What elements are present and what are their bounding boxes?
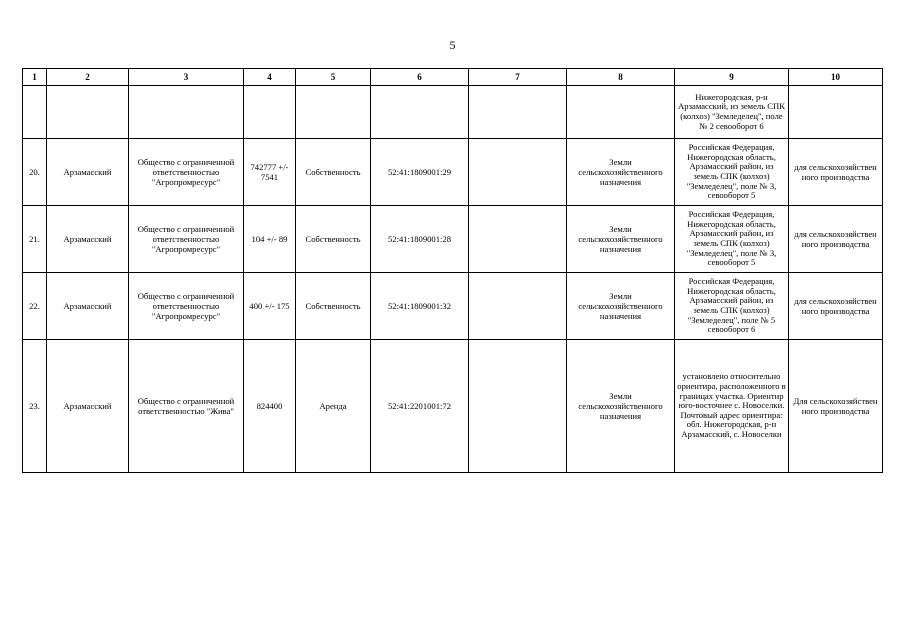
land-category-cell	[567, 86, 675, 139]
owner-cell: Общество с ограниченной ответственностью "Жива"	[129, 340, 244, 473]
empty-cell	[469, 139, 567, 206]
header-col-2: 2	[47, 69, 129, 86]
row-number: 22.	[23, 273, 47, 340]
permitted-use-cell: для сельскохозяйствен ного производства	[789, 139, 883, 206]
header-col-9: 9	[675, 69, 789, 86]
right-type-cell	[296, 86, 371, 139]
owner-cell: Общество с ограниченной ответственностью "Агропромресурс"	[129, 139, 244, 206]
owner-cell: Общество с ограниченной ответственностью "Агропромресурс"	[129, 273, 244, 340]
empty-cell	[469, 86, 567, 139]
area-cell: 824400	[244, 340, 296, 473]
permitted-use-cell: Для сельскохозяйствен ного производства	[789, 340, 883, 473]
owner-cell	[129, 86, 244, 139]
right-type-cell: Собственность	[296, 139, 371, 206]
right-type-cell: Аренда	[296, 340, 371, 473]
permitted-use-cell	[789, 86, 883, 139]
empty-cell	[469, 340, 567, 473]
area-cell: 104 +/- 89	[244, 206, 296, 273]
owner-cell: Общество с ограниченной ответственностью "Агропромресурс"	[129, 206, 244, 273]
page-number: 5	[449, 38, 456, 52]
district-cell: Арзамасский	[47, 273, 129, 340]
location-cell: Российская Федерация, Нижегородская область, Арзамасский район, из земель СПК (колхоз) "Земледелец", поле № 3, севооборот 5	[675, 139, 789, 206]
table-row	[23, 273, 883, 340]
row-number: 23.	[23, 340, 47, 473]
land-category-cell: Земли сельскохозяйственного назначения	[567, 273, 675, 340]
land-category-cell: Земли сельскохозяйственного назначения	[567, 139, 675, 206]
area-cell: 400 +/- 175	[244, 273, 296, 340]
permitted-use-cell: для сельскохозяйствен ного производства	[789, 273, 883, 340]
row-number: 21.	[23, 206, 47, 273]
header-col-1: 1	[23, 69, 47, 86]
location-cell: Российская Федерация, Нижегородская область, Арзамасский район, из земель СПК (колхоз) "Земледелец", поле № 5 севооборот 6	[675, 273, 789, 340]
cadastral-number-cell: 52:41:1809001:29	[371, 139, 469, 206]
empty-cell	[469, 206, 567, 273]
row-number: 20.	[23, 139, 47, 206]
header-col-6: 6	[371, 69, 469, 86]
header-col-3: 3	[129, 69, 244, 86]
empty-cell	[469, 273, 567, 340]
district-cell: Арзамасский	[47, 206, 129, 273]
cadastral-number-cell: 52:41:2201001:72	[371, 340, 469, 473]
district-cell: Арзамасский	[47, 139, 129, 206]
area-cell: 742777 +/- 7541	[244, 139, 296, 206]
header-col-7: 7	[469, 69, 567, 86]
header-col-5: 5	[296, 69, 371, 86]
header-row	[23, 69, 883, 86]
location-cell: Российская Федерация, Нижегородская область, Арзамасский район, из земель СПК (колхоз) "Земледелец", поле № 3, севооборот 5	[675, 206, 789, 273]
permitted-use-cell: для сельскохозяйствен ного производства	[789, 206, 883, 273]
location-cell: Нижегородская, р-н Арзамасский, из земель СПК (колхоз) "Земледелец", поле № 2 севооборот 6	[675, 86, 789, 139]
row-number	[23, 86, 47, 139]
header-col-8: 8	[567, 69, 675, 86]
right-type-cell: Собственность	[296, 206, 371, 273]
land-registry-table	[22, 68, 883, 473]
header-col-4: 4	[244, 69, 296, 86]
table-row	[23, 86, 883, 139]
cadastral-number-cell	[371, 86, 469, 139]
cadastral-number-cell: 52:41:1809001:28	[371, 206, 469, 273]
table-row	[23, 340, 883, 473]
land-category-cell: Земли сельскохозяйственного назначения	[567, 340, 675, 473]
location-cell: установлено относительно ориентира, расположенного в границах участка. Ориентир юго-восточнее с. Новоселки. Почтовый адрес ориентира: обл. Нижегородская, р-н Арзамасский, с. Новоселки	[675, 340, 789, 473]
table-row	[23, 206, 883, 273]
cadastral-number-cell: 52:41:1809001:32	[371, 273, 469, 340]
right-type-cell: Собственность	[296, 273, 371, 340]
land-category-cell: Земли сельскохозяйственного назначения	[567, 206, 675, 273]
header-col-10: 10	[789, 69, 883, 86]
area-cell	[244, 86, 296, 139]
district-cell	[47, 86, 129, 139]
table-row	[23, 139, 883, 206]
district-cell: Арзамасский	[47, 340, 129, 473]
